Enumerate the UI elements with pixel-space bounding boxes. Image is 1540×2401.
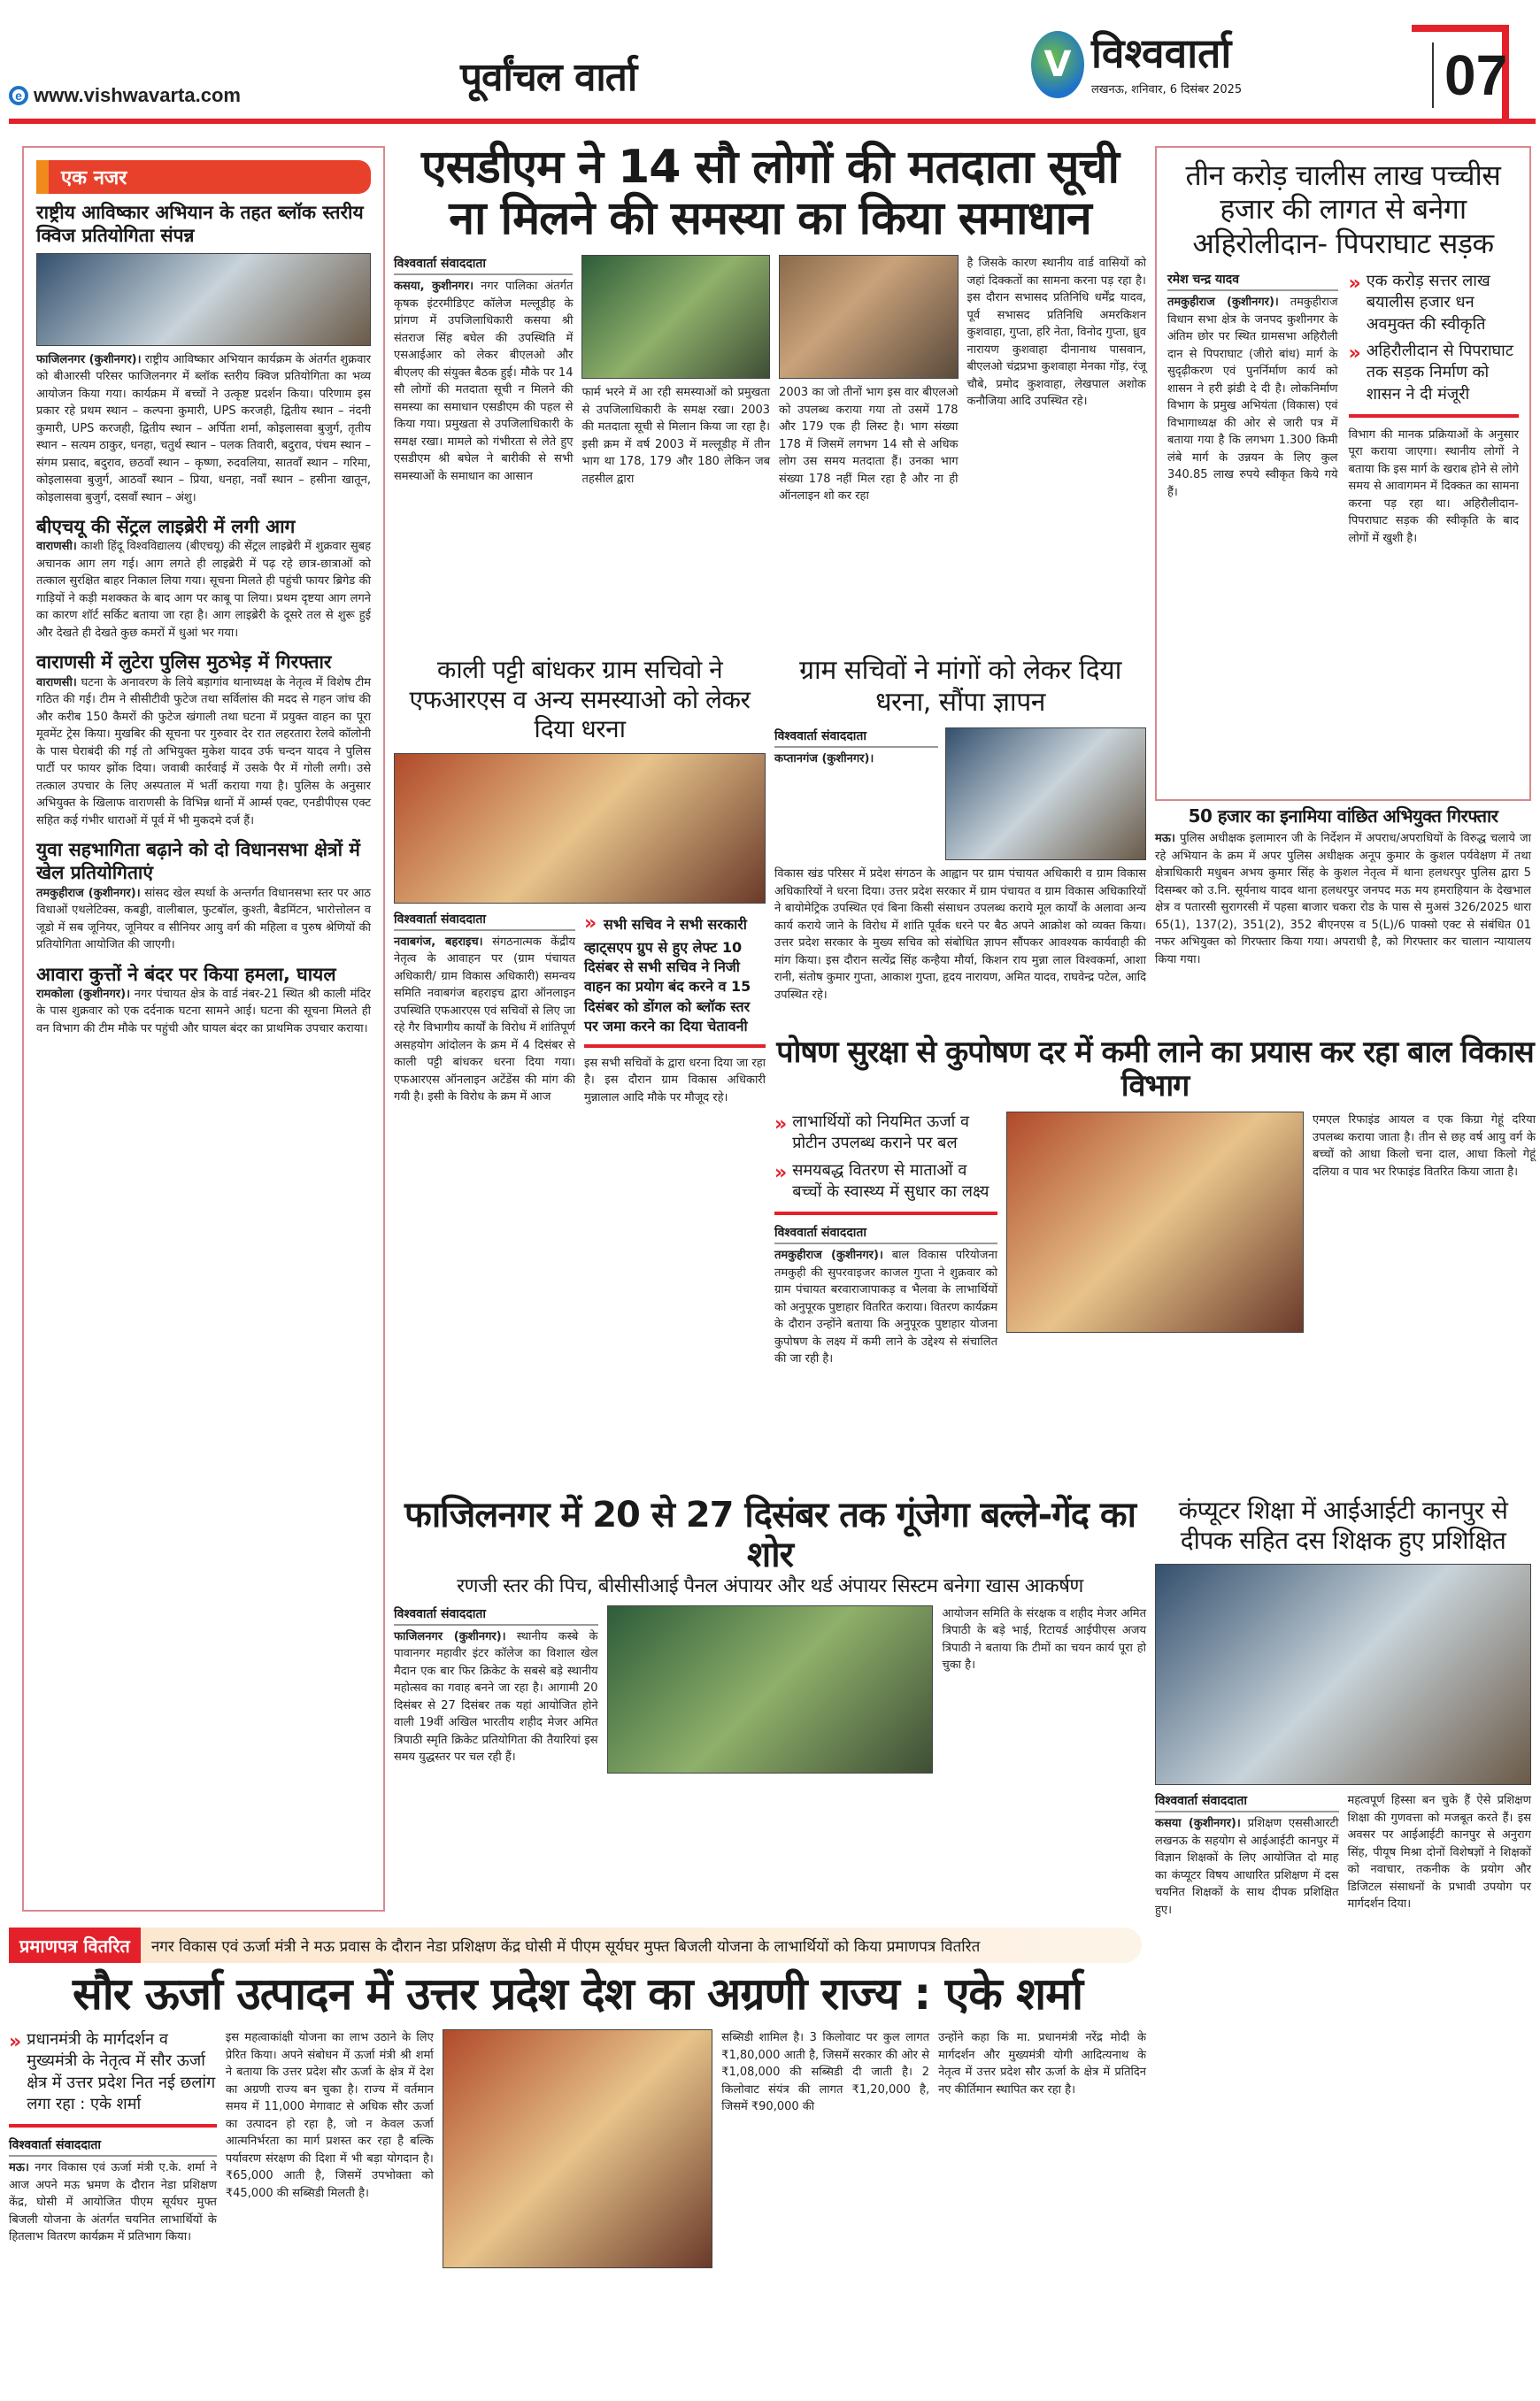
nutrition-story xyxy=(774,1035,1536,1368)
highlight-bullet xyxy=(1349,271,1520,335)
pullquote xyxy=(584,911,766,1037)
story-body-text: एमएल रिफाइंड आयल व एक किग्रा गेहूं दरिया उपलब्ध कराया जाता है। तीन से छह वर्ष आयु वर्ग के बच्चों को आधा किलो चना दाल, आधा किलो गेहूं दलिया व पाव भर रिफाइंड वितरित किया जाता है। xyxy=(1313,1113,1536,1179)
story-dateline: तमकुहीराज (कुशीनगर)। xyxy=(774,1249,883,1263)
minister-certificate-photo xyxy=(443,2029,712,2268)
story-headline: युवा सहभागिता बढ़ाने को दो विधानसभा क्षेत्रों में खेल प्रतियोगिताएं xyxy=(36,839,360,884)
story-dateline: फाजिलनगर (कुशीनगर)। xyxy=(36,352,142,366)
story-dateline: तमकुहीराज (कुशीनगर)। xyxy=(36,886,141,900)
story-headline: राष्ट्रीय आविष्कार अभियान के तहत ब्लॉक स्तरीय क्विज प्रतियोगिता संपन्न xyxy=(36,202,364,247)
story-dateline: कसया, कुशीनगर। xyxy=(394,280,474,294)
byline: विश्ववार्ता संवाददाता xyxy=(774,1224,997,1244)
meeting-photo xyxy=(779,255,958,379)
story-body xyxy=(36,986,371,1038)
dateline: लखनऊ, शनिवार, 6 दिसंबर 2025 xyxy=(1091,83,1243,96)
solar-story xyxy=(9,1969,1146,2268)
story-body xyxy=(36,538,371,642)
story-body xyxy=(774,750,938,768)
story-body-text: बाल विकास परियोजना तमकुही की सुपरवाइजर काजल गुप्ता ने शुक्रवार को ग्राम पंचायत बरवाराजापाकड़ व भैलवा के लाभार्थियों को अनुपूरक पुष्टाहार वितरित कराया। वितरण कार्यक्रम के दौरान उन्होंने बताया कि अनुपूरक पुष्टाहार योजना कुपोषण के लक्ष्य में कमी लाने के उद्देश्य से संचालित की जा रही है। xyxy=(774,1249,997,1366)
story-body xyxy=(9,2159,217,2246)
nutrition-headline: पोषण सुरक्षा से कुपोषण दर में कमी लाने का प्रयास कर रहा बाल विकास विभाग xyxy=(776,1035,1534,1104)
story-body-text: प्रशिक्षण एससीआरटी लखनऊ के सहयोग से आईआईटी कानपुर में विज्ञान शिक्षकों के लिए आयोजित दो माह का कंप्यूटर विषय आधारित प्रशिक्षण में दस चयनित शिक्षकों के साथ दीपक प्रशिक्षित हुए। xyxy=(1155,1817,1339,1917)
byline: विश्ववार्ता संवाददाता xyxy=(394,255,573,275)
byline: विश्ववार्ता संवाददाता xyxy=(1155,1792,1339,1812)
story-body-text: है जिसके कारण स्थानीय वार्ड वासियों को जहां दिक्कतों का सामना करना पड़ रहा है। इस दौरान सभासद प्रतिनिधि धर्मेंद्र यादव, पूर्व सभासद प्रतिनिधि अमरकिशन कुशवाहा, गुप्ता, हरि नेता, विनोद गुप्ता, ध्रुव नारायण कुशवाहा दीनानाथ पासवान, बीएलओ चंद्रप्रभा कुशवाहा मेनका गोंड़, रंजू चौबे, प्रमोद कुशवाहा, लेखपाल अशोक कनौजिया आदि उपस्थित रहे। xyxy=(966,257,1146,409)
dharna-story xyxy=(394,655,766,1106)
story-body-text: उन्होंने कहा कि मा. प्रधानमंत्री नरेंद्र मोदी के मार्गदर्शन और मुख्यमंत्री योगी आदित्यनाथ के नेतृत्व में उत्तर प्रदेश सौर ऊर्जा के क्षेत्र में प्रतिदिन नए कीर्तिमान स्थापित कर रहा है। xyxy=(938,2031,1146,2097)
bullet-text: प्रधानमंत्री के मार्गदर्शन व मुख्यमंत्री के नेतृत्व में सौर ऊर्जा क्षेत्र में उत्तर प्रदेश नित नई छलांग लगा रहा : एके शर्मा xyxy=(27,2030,216,2113)
banner-text: नगर विकास एवं ऊर्जा मंत्री ने मऊ प्रवास के दौरान नेडा प्रशिक्षण केंद्र घोसी में पीएम सूर्यघर मुफ्त बिजली योजना के लाभार्थियों को किया प्रमाणपत्र वितरित xyxy=(150,1937,981,1956)
story-body-text: इस महत्वाकांक्षी योजना का लाभ उठाने के लिए प्रेरित किया। अपने संबोधन में ऊर्जा मंत्री श्री शर्मा ने बताया कि उत्तर प्रदेश सौर ऊर्जा के क्षेत्र में देश का अग्रणी राज्य बन चुका है। राज्य में वर्तमान समय में 11,000 मेगावाट से अधिक सौर ऊर्जा का उत्पादन हो रहा है, जो न केवल ऊर्जा आत्मनिर्भरता का मार्ग प्रशस्त कर रहा है बल्कि पर्यावरण संरक्षण की दिशा में भी बड़ा योगदान है। ₹65,000 आती है, जिसमें उपभोक्ता को ₹45,000 की सब्सिडी मिलती है। xyxy=(225,2031,434,2200)
chevron-bullet-icon: » xyxy=(1348,273,1361,296)
memorandum-photo xyxy=(945,727,1146,860)
chevron-bullet-icon: » xyxy=(774,1113,788,1136)
cricket-headline: फाजिलनगर में 20 से 27 दिसंबर तक गूंजेगा बल्ले-गेंद का शोर xyxy=(404,1495,1136,1575)
story-body-text: पुलिस अधीक्षक इलामारन जी के निर्देशन में अपराध/अपराधियों के विरुद्ध चलाये जा रहे अभियान के क्रम में अपर पुलिस अधीक्षक अनूप कुमार के कुशल पर्यवेक्षण में तथा क्षेत्राधिकारी मधुबन अभय कुमार सिंह के कुशल नेतृत्व में थाना हलधरपुर पुलिस द्वारा 5 दिसम्बर को उ.नि. सूर्यनाथ यादव थाना हलधरपुर जनपद मऊ मय हमराहियान के देखभाल क्षेत्र व पतारसी सुरागरसी में पहसा बाजार चकरा रोड के पास से मुअसं 326/2025 धारा 65(1), 137(2), 351(2), 352 बीएनएस व 5(L)/6 पाक्सो एक्ट से संबंधित 01 नफर अभियुक्त को गिरफ्तार किया गया। अपराधी है, को गिरफ्तार कर चालान न्यायालय किया गया। xyxy=(1155,832,1531,966)
story-body-text: नगर पालिका अंतर्गत कृषक इंटरमीडिएट कॉलेज मल्लूडीह के प्रांगण में उपजिलाधिकारी कसया श्री संतराज सिंह बघेल की उपस्थिति में एसआईआर को लेकर बीएलओ और बीएलए की संयुक्त बैठक हुई। मौके पर 14 सौ लोगों की मतदाता सूची न मिलने की समस्या का समाधान एसडीएम की पहल से किया गया। प्रमुखता से उपजिलाधिकारी के समक्ष रखा। मामले को गंभीरता से लेते हुए एसडीएम श्री बघेल ने बारीकी से सभी समस्याओं के समाधान का आसान xyxy=(394,280,574,483)
story-body-text: विकास खंड परिसर में प्रदेश संगठन के आह्वान पर ग्राम पंचायत अधिकारी व ग्राम विकास अधिकारियों ने धरना दिया। उत्तर प्रदेश सरकार में ग्राम पंचायत व ग्राम विकास अधिकारियों ने बायोमेट्रिक उपस्थित एवं बिना किसी संसाधन उपलब्ध कराये मूल कार्यों के अलावा अन्य कार्य कराये जाने के विरोध में शांति पूर्वक धरने पर बैठ अपने आक्रोश को व्यक्त किया। उत्तर प्रदेश सरकार के मुख्य सचिव को संबोधित ज्ञापन सौंपकर आवश्यक कार्यवाही की मांग किया। इस दौरान सत्येंद्र सिंह कन्हैया मौर्या, किशन राय मुन्ना लाल विश्वकर्मा, आशा रानी, संतोष कुमार गुप्ता, आकाश गुप्ता, हृदय नारायण, अमित यादव, राघवेन्द्र पटेल, आदि उपस्थित रहे। xyxy=(774,867,1146,1002)
story-body-text: सांसद खेल स्पर्धा के अन्तर्गत विधानसभा स्तर पर आठ विधाओं एथलेटिक्स, कबड्डी, वालीबाल, फुटबॉल, कुश्ती, बैडमिंटन, भारोत्तोलन व जूडो में सब जूनियर, जूनियर व सीनियर आयु वर्ग की महिला व पुरुष श्रेणियों की प्रतियोगिता आयोजित की जाएगी। xyxy=(36,886,371,951)
story-body xyxy=(1155,1815,1339,1919)
story-body-text: महत्वपूर्ण हिस्सा बन चुके हैं ऐसे प्रशिक्षण शिक्षा की गुणवत्ता को मजबूत करते हैं। इस अवसर पर आईआईटी कानपुर से अनुराग सिंह, पीयूष मिश्रा दोनों विशेषज्ञों ने शिक्षकों को नवाचार, तकनीक के प्रयोग और डिजिटल संसाधनों के प्रभावी उपयोग पर मार्गदर्शन दिया। xyxy=(1347,1794,1531,1912)
banner-tag: प्रमाणपत्र वितरित xyxy=(9,1928,141,1963)
lead-headline-line1: एसडीएम ने 14 सौ लोगों की मतदाता सूची xyxy=(420,141,1120,194)
solar-headline: सौर ऊर्जा उत्पादन में उत्तर प्रदेश देश का अग्रणी राज्य : एके शर्मा xyxy=(72,1968,1083,2020)
ek-nazar-tag: एक नजर xyxy=(36,160,371,194)
story-body xyxy=(36,674,371,830)
divider xyxy=(584,1044,766,1048)
lead-story xyxy=(394,142,1146,505)
chevron-bullet-icon: » xyxy=(584,912,604,935)
cricket-story xyxy=(394,1496,1146,1774)
masthead xyxy=(0,0,1540,124)
divider xyxy=(9,2124,217,2128)
story-dateline: वाराणसी। xyxy=(36,675,77,689)
byline: विश्ववार्ता संवाददाता xyxy=(394,1605,598,1626)
site-url[interactable] xyxy=(9,84,241,107)
iit-training-photo xyxy=(1155,1564,1531,1785)
dharna-headline: काली पट्टी बांधकर ग्राम सचिवो ने एफआरएस व अन्य समस्याओ को लेकर दिया धरना xyxy=(409,655,751,744)
story-body xyxy=(394,934,575,1106)
bullet-text: एक करोड़ सत्तर लाख बयालीस हजार धन अवमुक्त की स्वीकृति xyxy=(1366,272,1490,334)
story-dateline: मऊ। xyxy=(1155,832,1175,845)
story-dateline: वाराणसी। xyxy=(36,540,77,554)
story-body xyxy=(394,1628,598,1766)
story-body-text: संगठनात्मक केंद्रीय नेतृत्व के आवाहन पर (ग्राम पंचायत अधिकारी/ ग्राम विकास अधिकारी) समन्वय समिति नवाबगंज बहराइच द्वारा ऑनलाइन उपस्थिति एफआरएस एवं सचिवों से लिए जा रहे गैर विभागीय कार्यों के विरोध में शांतिपूर्ण असहयोग आंदोलन के क्रम में 4 दिसंबर से काली पट्टी बांधकर धरना दिया गया। एफआरएस ऑनलाइन अटेंडेंस की मांग की गयी है। इसी के विरोध के क्रम में आज xyxy=(394,935,575,1104)
bullet-text: लाभार्थियों को नियमित ऊर्जा व प्रोटीन उपलब्ध कराने पर बल xyxy=(792,1112,969,1153)
highlight-bullet xyxy=(774,1112,997,1155)
memorandum-headline: ग्राम सचिवों ने मांगों को लेकर दिया धरना, सौंपा ज्ञापन xyxy=(799,655,1121,718)
byline: विश्ववार्ता संवाददाता xyxy=(774,727,938,748)
story-body-text: तमकुहीराज विधान सभा क्षेत्र के जनपद कुशीनगर के अंतिम छोर पर स्थित ग्रामसभा अहिरौली दान से पिपराघाट (जीरो बांध) मार्ग के सुदृढ़ीकरण एवं पुनर्निर्माण कार्य को शासन ने हरी झंडी दे दी है। लोकनिर्माण विभाग के प्रमुख अभियंता (विकास) एवं विभागाध्यक्ष की ओर से जारी पत्र में बताया गया है कि लगभग 1.300 किमी लंबे मार्ग के उन्नयन के लिए कुल 340.85 लाख रुपये स्वीकृत किये गये हैं। xyxy=(1167,296,1338,499)
lead-headline-line2: ना मिलने की समस्या का किया समाधान xyxy=(449,192,1091,246)
site-url-text[interactable]: www.vishwavarta.com xyxy=(34,84,241,106)
byline: विश्ववार्ता संवाददाता xyxy=(394,911,575,931)
story-body xyxy=(1155,830,1531,968)
page-number: 07 xyxy=(1432,42,1507,108)
story-dateline: रामकोला (कुशीनगर)। xyxy=(36,987,130,1001)
chevron-bullet-icon: » xyxy=(1348,342,1361,366)
iit-story xyxy=(1155,1496,1531,1919)
memorandum-story xyxy=(774,655,1146,1004)
story-body-text: नगर पंचायत क्षेत्र के वार्ड नंबर-21 स्थित श्री काली मंदिर के पास शुक्रवार को एक दर्दनाक घटना सामने आई। घटना की सूचना मिलते ही वन विभाग की टीम मौके पर पहुंची और घायल बंदर का प्राथमिक उपचार कराया। xyxy=(36,987,371,1035)
chevron-bullet-icon: » xyxy=(774,1161,788,1184)
certificate-banner xyxy=(9,1928,1142,1963)
nutrition-distribution-photo xyxy=(1006,1112,1304,1333)
arrest-headline: 50 हजार का इनामिया वांछित अभियुक्त गिरफ्तार xyxy=(1188,805,1498,827)
paper-name: विश्ववार्ता xyxy=(1091,29,1232,77)
story-body-text: राष्ट्रीय आविष्कार अभियान कार्यक्रम के अंतर्गत शुक्रवार को बीआरसी परिसर फाजिलनगर में ब्लॉक स्तरीय क्विज प्रतियोगिता का भव्य आयोजन किया गया। कार्यक्रम में बच्चों ने उत्कृष्ट प्रदर्शन किया। परिणाम इस प्रकार रहे प्रथम स्थान – कल्पना कुमारी, UPS करजही, द्वितीय स्थान – नंदनी कुमारी, UPS करजही, द्वितीय स्थान – अर्पिता शर्मा, कोइलासवा बुजुर्ग, तृतीय स्थान – सत्यम ठाकुर, धनहा, चतुर्थ स्थान – पलक तिवारी, बदुराव, पंचम स्थान – संगम प्रसाद, बदुराव, छठवाँ स्थान – कृष्णा, रुदवलिया, सातवाँ स्थान – गरिमा, कोइलासवा बुजुर्ग, आठवाँ स्थान – प्रिया, धनहा, नवाँ स्थान – हसीना खातून, कोइलासवा बुजुर्ग, दसवाँ स्थान – अंशु। xyxy=(36,352,371,504)
iit-headline: कंप्यूटर शिक्षा में आईआईटी कानपुर से दीपक सहित दस शिक्षक हुए प्रशिक्षित xyxy=(1178,1496,1508,1555)
byline: रमेश चन्द्र यादव xyxy=(1167,271,1338,291)
story-body xyxy=(394,278,573,485)
story-dateline: मऊ। xyxy=(9,2161,29,2175)
cricket-subheadline: रणजी स्तर की पिच, बीसीसीआई पैनल अंपायर और थर्ड अंपायर सिस्टम बनेगा खास आकर्षण xyxy=(457,1574,1083,1597)
masthead-divider xyxy=(9,119,1536,124)
story-body-text: आयोजन समिति के संरक्षक व शहीद मेजर अमित त्रिपाठी के बड़े भाई, रिटायर्ड आईपीएस अजय त्रिपाठी ने बताया कि टीमों का चयन कार्य पूरा हो चुका है। xyxy=(942,1606,1146,1673)
story-body xyxy=(774,1247,997,1368)
divider xyxy=(1349,414,1520,418)
story-body-text: 2003 का जो तीनों भाग इस वार बीएलओ को उपलब्ध कराया गया तो उसमें 178 और 179 एक ही लिस्ट है। भाग संख्या 178 में जिसमें लगभग 14 सौ से अधिक लोग उस समय मतदाता हैं। उनका भाग संख्या 178 नहीं मिल रहा है और ना ही ऑनलाइन शो कर रहा xyxy=(779,386,959,504)
road-story xyxy=(1155,146,1531,801)
story-headline: आवारा कुत्तों ने बंदर पर किया हमला, घायल xyxy=(36,963,336,985)
highlight-bullet xyxy=(774,1160,997,1204)
story-body-text: नगर विकास एवं ऊर्जा मंत्री ए.के. शर्मा ने आज अपने मऊ भ्रमण के दौरान नेडा प्रशिक्षण केंद्र, घोसी में आयोजित पीएम सूर्यघर मुफ्त बिजली योजना के अंतर्गत चयनित लाभार्थियों के हितलाभ वितरण कार्यक्रम में प्रतिभाग किया। xyxy=(9,2161,217,2244)
story-body xyxy=(1167,294,1338,501)
story-headline: बीएचयू की सेंट्रल लाइब्रेरी में लगी आग xyxy=(36,516,296,537)
story-dateline: कप्तानगंज (कुशीनगर)। xyxy=(774,752,874,766)
bullet-text: अहिरौलीदान से पिपराघाट तक सड़क निर्माण को शासन ने दी मंजूरी xyxy=(1366,342,1513,404)
sdm-meeting-photo xyxy=(581,255,770,379)
cricket-ground-photo xyxy=(607,1605,934,1774)
chevron-bullet-icon: » xyxy=(9,2031,22,2053)
highlight-bullet xyxy=(1349,341,1520,405)
section-title: पूर्वांचल वार्ता xyxy=(460,55,637,100)
story-dateline: कसया (कुशीनगर)। xyxy=(1155,1817,1241,1831)
story-body-text: काशी हिंदू विश्वविद्यालय (बीएचयू) की सेंट्रल लाइब्रेरी में शुक्रवार सुबह अचानक आग लग गई। आग लगते ही लाइब्रेरी में पढ़ रहे छात्र-छात्राओं को तत्काल सुरक्षित बाहर निकाल लिया गया। सूचना मिलते ही पहुंची फायर ब्रिगेड की गाड़ियों ने कड़ी मशक्कत के बाद आग पर काबू पा लिया। प्रथम दृष्टया आग लगने का कारण शॉर्ट सर्किट बताया जा रहा है। आग लाइब्रेरी के दूसरे तल से शुरू हुई और देखते ही देखते कुछ कमरों में धुआं भर गया। xyxy=(36,540,371,640)
ek-nazar-column xyxy=(22,146,385,1912)
dharna-photo xyxy=(394,753,766,904)
bullet-text: समयबद्ध वितरण से माताओं व बच्चों के स्वास्थ्य में सुधार का लक्ष्य xyxy=(792,1160,989,1202)
byline: विश्ववार्ता संवाददाता xyxy=(9,2136,217,2157)
story-headline: वाराणसी में लुटेरा पुलिस मुठभेड़ में गिरफ्तार xyxy=(36,651,332,673)
story-body-text: घटना के अनावरण के लिये बड़ागांव थानाध्यक्ष के नेतृत्व में विशेष टीम गठित की गई। टीम ने सीसीटीवी फुटेज तथा सर्विलांस की मदद से गहन जांच की और करीब 150 कैमरों की फुटेज खंगाली तथा घटना में प्रयुक्त वाहन का पूरा मूवमेंट ट्रेस किया। मुखबिर की सूचना पर गुरुवार देर रात लहरतारा रेलवे कॉलोनी के पास घेराबंदी की गई तो अभियुक्त मुकेश यादव उर्फ चन्दन यादव ने पुलिस पार्टी पर फायर झोंक दिया। जवाबी कार्रवाई में उसके पैर में गोली लगी। उसे तत्काल उपचार के लिए अस्पताल में भर्ती कराया गया है। पुलिस के अनुसार अभियुक्त के खिलाफ वाराणसी के विभिन्न थानों में आर्म्स एक्ट, एनडीपीएस एक्ट सहित कई गंभीर धाराओं में पूर्व में भी मुकदमे दर्ज हैं। xyxy=(36,675,371,827)
story-dateline: नवाबगंज, बहराइच। xyxy=(394,935,483,949)
story-dateline: तमकुहीराज (कुशीनगर)। xyxy=(1167,296,1279,310)
browser-e-icon: e xyxy=(9,86,28,105)
highlight-bullet xyxy=(9,2029,217,2115)
story-body xyxy=(36,885,371,954)
pullquote-text: सभी सचिव ने सभी सरकारी व्हाट्सएप ग्रुप से हुए लेफ्ट 10 दिसंबर से सभी सचिव ने निजी वाहन का प्रयोग बंद करने व 15 दिसंबर को डोंगल को ब्लॉक स्तर पर जमा करने का दिया चेतावनी xyxy=(584,915,751,1035)
road-headline: तीन करोड़ चालीस लाख पच्चीस हजार की लागत से बनेगा अहिरोलीदान- पिपराघाट सड़क xyxy=(1185,158,1501,260)
story-body-text: स्थानीय कस्बे के पावानगर महावीर इंटर कॉलेज का विशाल खेल मैदान एक बार फिर क्रिकेट के सबसे बड़े स्थानीय महोत्सव का गवाह बनने जा रहा है। आगामी 20 दिसंबर से 27 दिसंबर तक यहां आयोजित होने वाली 19वीं अखिल भारतीय शहीद मेजर अमित त्रिपाठी स्मृति क्रिकेट प्रतियोगिता की तैयारियां इस समय युद्धस्तर पर चल रही हैं। xyxy=(394,1629,598,1765)
story-body-text: इस सभी सचिवों के द्वारा धरना दिया जा रहा है। इस दौरान ग्राम विकास अधिकारी मुन्नालाल आदि मौके पर मौजूद रहे। xyxy=(584,1056,766,1104)
story-body-text: विभाग की मानक प्रक्रियाओं के अनुसार पूरा कराया जाएगा। स्थानीय लोगों ने बताया कि इस मार्ग के खराब होने से लोगे समय से आवागमन में दिक्कत का सामना करना पड़ रहा था। अहिरौलीदान-पिपराघाट सड़क की स्वीकृति के बाद लोगों में खुशी है। xyxy=(1348,427,1519,545)
story-body-text: फार्म भरने में आ रही समस्याओं को प्रमुखता से उपजिलाधिकारी के समक्ष रखा। 2003 की मतदाता सूची से मिलान किया जा रहा है। इसी क्रम में वर्ष 2003 में मल्लूडीह में तीन भाग था 178, 179 और 180 लेकिन जब तहसील द्वारा xyxy=(581,386,771,486)
story-body xyxy=(36,351,371,507)
story-body-text: सब्सिडी शामिल है। 3 किलोवाट पर कुल लागत ₹1,80,000 आती है, जिसमें सरकार की ओर से ₹1,08,000 की सब्सिडी दी जाती है। 2 किलोवाट संयंत्र की लागत ₹1,20,000 है, जिसमें ₹90,000 की xyxy=(721,2031,930,2113)
quiz-event-photo xyxy=(36,253,371,346)
story-dateline: फाजिलनगर (कुशीनगर)। xyxy=(394,1629,506,1643)
divider xyxy=(774,1212,997,1215)
arrest-story xyxy=(1155,805,1531,968)
globe-logo-icon: V xyxy=(1031,31,1084,98)
paper-logo xyxy=(1031,31,1242,98)
